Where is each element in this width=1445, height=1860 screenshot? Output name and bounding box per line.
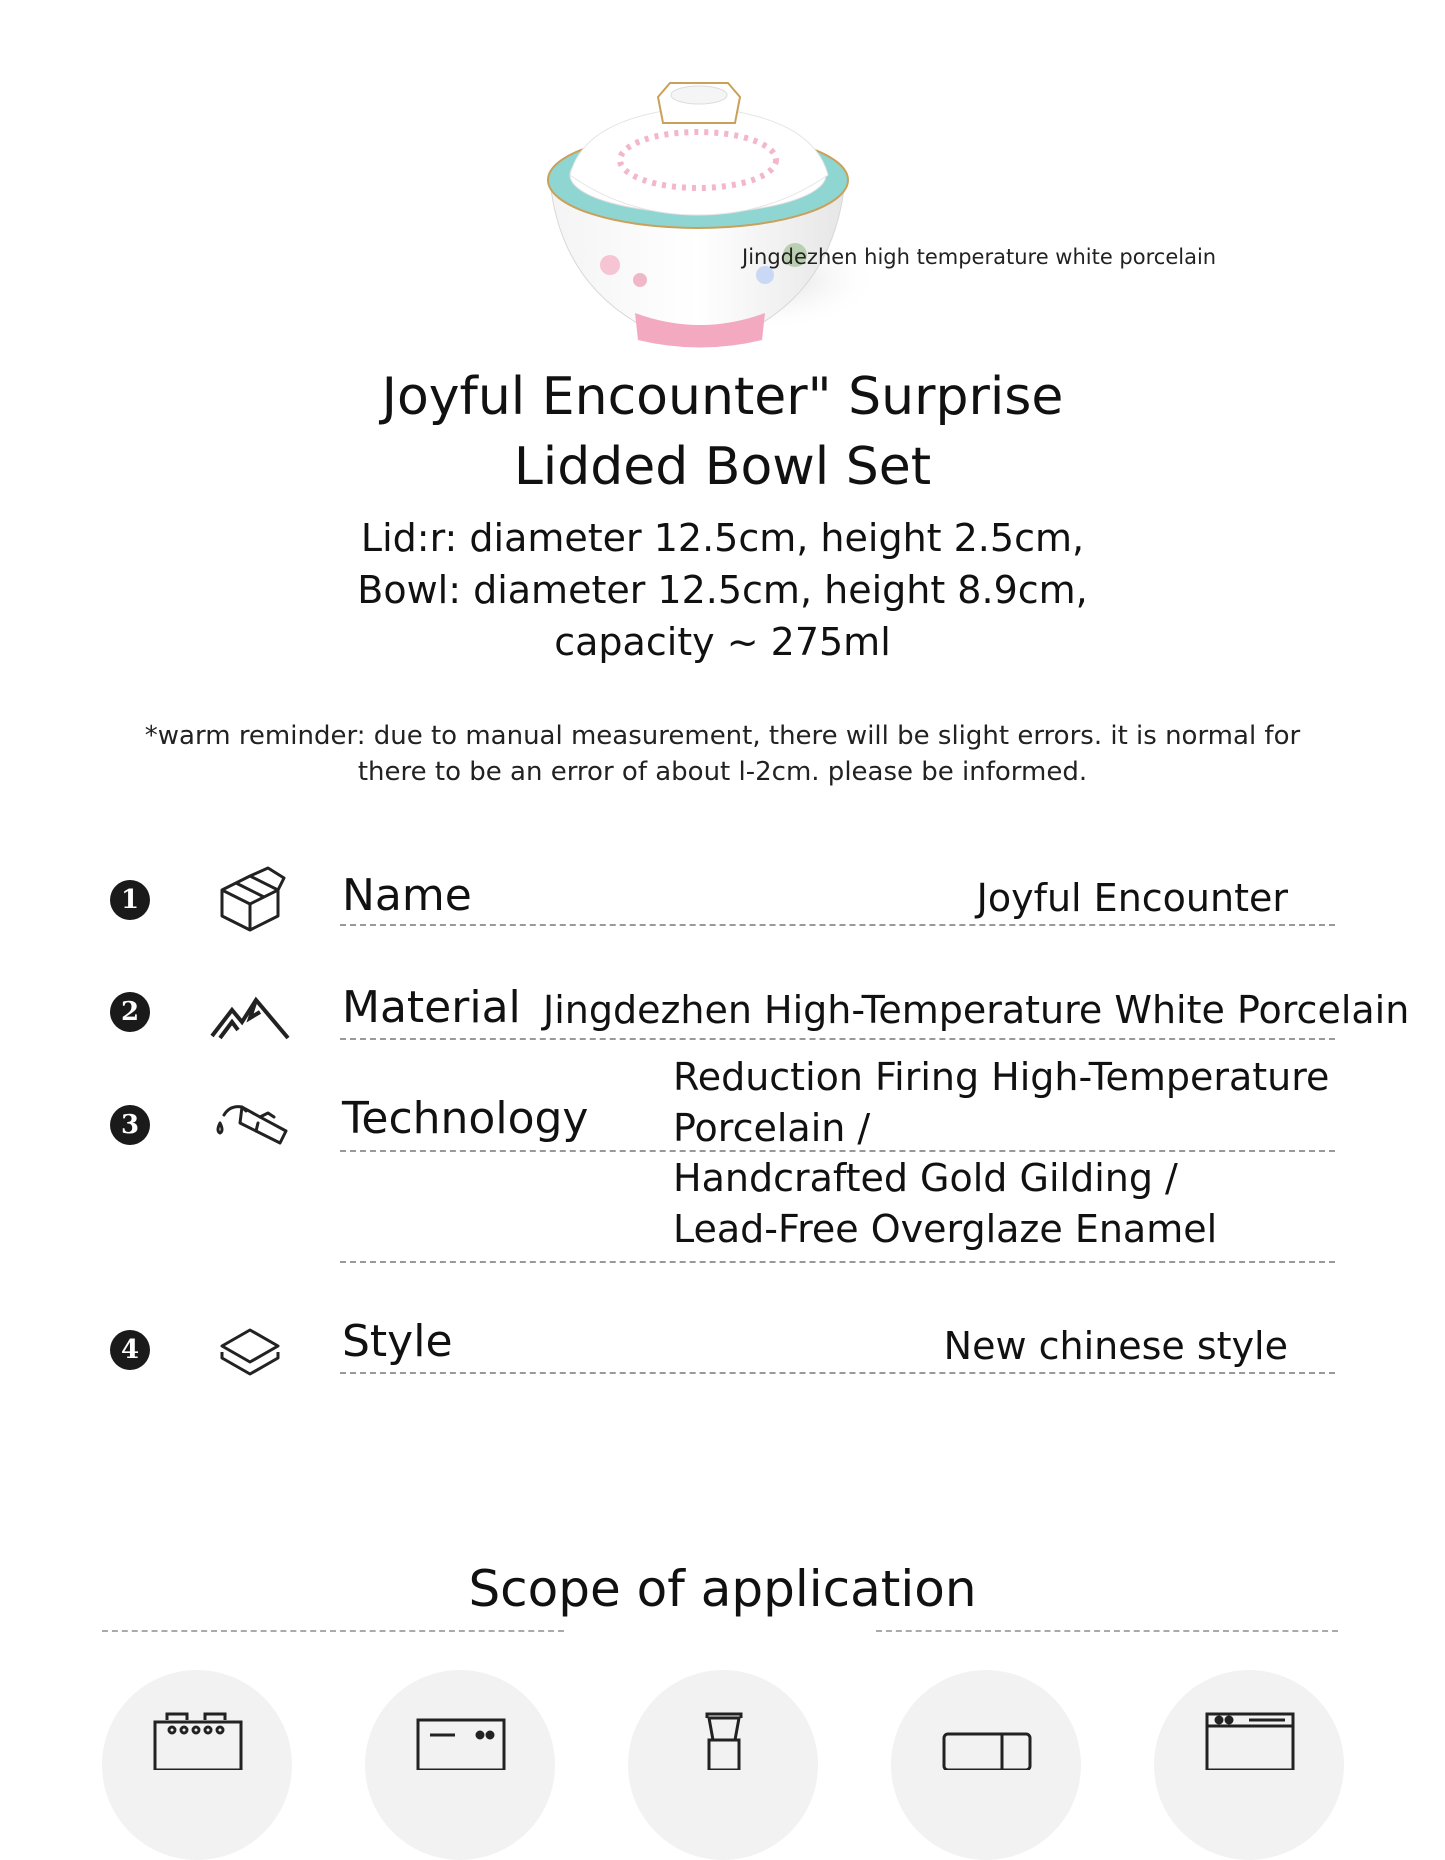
spec-number: 1: [110, 880, 150, 920]
dimensions-line-3: capacity ~ 275ml: [554, 620, 891, 664]
lidded-bowl-photo: [540, 75, 880, 355]
spec-number: 4: [110, 1330, 150, 1370]
spec-label: Technology: [342, 1093, 589, 1144]
warm-reminder: [0, 718, 1445, 790]
divider: [340, 1038, 1335, 1040]
product-title: [0, 362, 1445, 502]
spec-value: New chinese style: [943, 1324, 1288, 1368]
divider: [876, 1630, 1338, 1632]
scope-item: [365, 1670, 555, 1860]
product-image: [540, 75, 880, 355]
divider: [340, 1372, 1335, 1374]
nozzle-icon: [210, 1093, 290, 1163]
spec-value-line-1: Reduction Firing High-Temperature: [673, 1055, 1330, 1099]
scope-item: [891, 1670, 1081, 1860]
title-line-2: Lidded Bowl Set: [513, 437, 932, 497]
spec-label: Name: [342, 870, 472, 921]
spec-number: 3: [110, 1105, 150, 1145]
mountain-icon: [210, 978, 290, 1048]
layers-icon: [210, 1318, 290, 1388]
spec-value-line-4: Lead-Free Overglaze Enamel: [673, 1207, 1218, 1251]
title-line-1: Joyful Encounter" Surprise: [381, 367, 1064, 427]
scope-item: [1154, 1670, 1344, 1860]
microwave-icon: [936, 1710, 1036, 1770]
box-icon: [210, 864, 290, 934]
scope-item: [628, 1670, 818, 1860]
dimensions-line-1: Lid:r: diameter 12.5cm, height 2.5cm,: [360, 516, 1085, 560]
blender-icon: [673, 1710, 773, 1770]
spec-number: 2: [110, 992, 150, 1032]
image-caption: Jingdezhen high temperature white porcelain: [742, 245, 1217, 269]
divider: [340, 1261, 1335, 1263]
divider: [102, 1630, 564, 1632]
spec-value-line-3: Handcrafted Gold Gilding /: [673, 1156, 1178, 1200]
stove-icon: [147, 1710, 247, 1770]
divider: [340, 924, 1335, 926]
oven-icon: [410, 1710, 510, 1770]
reminder-line-1: *warm reminder: due to manual measurement, there will be slight errors. it is normal for: [144, 721, 1301, 751]
spec-value: Joyful Encounter: [976, 876, 1288, 920]
divider: [340, 1150, 1335, 1152]
spec-value-line-2: Porcelain /: [673, 1106, 871, 1150]
spec-label: Style: [342, 1316, 453, 1367]
dimensions: [0, 512, 1445, 668]
spec-value: Jingdezhen High-Temperature White Porcelain: [543, 988, 1410, 1032]
dimensions-line-2: Bowl: diameter 12.5cm, height 8.9cm,: [357, 568, 1088, 612]
spec-label: Material: [342, 982, 521, 1033]
reminder-line-2: there to be an error of about l-2cm. please be informed.: [357, 757, 1088, 787]
scope-title: Scope of application: [468, 1560, 977, 1618]
dishwasher-icon: [1199, 1710, 1299, 1770]
scope-item: [102, 1670, 292, 1860]
